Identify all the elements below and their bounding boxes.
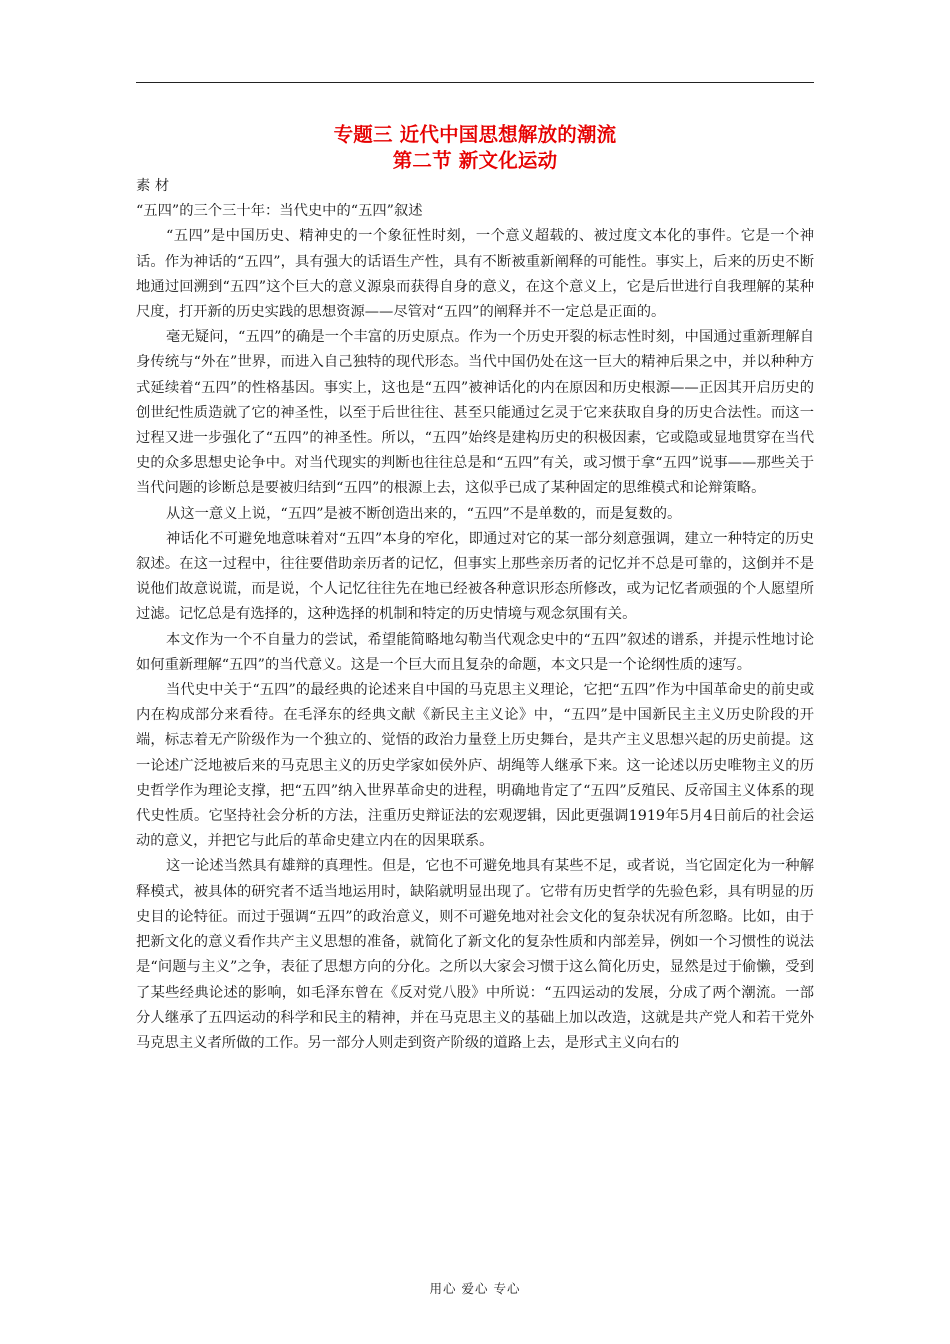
header-rule — [136, 82, 814, 83]
paragraph-3: 从这一意义上说，“五四”是被不断创造出来的，“五四”不是单数的，而是复数的。 — [166, 505, 682, 522]
article-title: “五四”的三个三十年：当代史中的“五四”叙述 — [136, 203, 423, 220]
section-title: 第二节 新文化运动 — [392, 149, 558, 172]
section-label: 素 材 — [136, 178, 170, 194]
paragraph-6: 当代史中关于“五四”的最经典的论述来自中国的马克思主义理论，它把“五四”作为中国革命史的前史或内在构成部分来看待。在毛泽东的经典文献《新民主主义论》中，“五四”是中国新民主主义历史阶段的开端，标志着无产阶级作为一个独立的、觉悟的政治力量登上历史舞台，是共产主义思想兴起的历史前提。这一论述广泛地被后来的马克思主义的历史学家如侯外庐、胡绳等人继承下来。这一论述以历史唯物主义的历史哲学作为理论支撑，把“五四”纳入世界革命史的进程，明确地肯定了“五四”反殖民、反帝国主义体系的现代史性质。它坚持社会分析的方法，注重历史辩证法的宏观逻辑，因此更强调1919年5月4日前后的社会运动的意义，并把它与此后的革命史建立内在的因果联系。 — [136, 682, 814, 850]
topic-title: 专题三 近代中国思想解放的潮流 — [333, 123, 617, 146]
paragraph-2: 毫无疑问，“五四”的确是一个丰富的历史原点。作为一个历史开裂的标志性时刻，中国通过重新理解自身传统与“外在”世界，而进入自己独特的现代形态。当代中国仍处在这一巨大的精神后果之中，并以种种方式延续着“五四”的性格基因。事实上，这也是“五四”被神话化的内在原因和历史根源——正因其开启历史的创世纪性质造就了它的神圣性，以至于后世往往、甚至只能通过乞灵于它来获取自身的历史合法性。而这一过程又进一步强化了“五四”的神圣性。所以，“五四”始终是建构历史的积极因素，它或隐或显地贯穿在当代史的众多思想史论争中。对当代现实的判断也往往总是和“五四”有关，或习惯于拿“五四”说事——那些关于当代问题的诊断总是要被归结到“五四”的根源上去，这似乎已成了某种固定的思维模式和论辩策略。 — [136, 329, 814, 497]
paragraph-4: 神话化不可避免地意味着对“五四”本身的窄化，即通过对它的某一部分刻意强调，建立一种特定的历史叙述。在这一过程中，往往要借助亲历者的记忆，但事实上那些亲历者的记忆并不总是可靠的，这倒并不是说他们故意说谎，而是说，个人记忆往往先在地已经被各种意识形态所修改，或为记忆者顽强的个人愿望所过滤。记忆总是有选择的，这种选择的机制和特定的历史情境与观念氛围有关。 — [136, 530, 814, 623]
page-footer: 用心 爱心 专心 — [429, 1281, 521, 1296]
paragraph-7: 这一论述当然具有雄辩的真理性。但是，它也不可避免地具有某些不足，或者说，当它固定化为一种解释模式，被具体的研究者不适当地运用时，缺陷就明显出现了。它带有历史哲学的先验色彩，具有明显的历史目的论特征。而过于强调“五四”的政治意义，则不可避免地对社会文化的复杂状况有所忽略。比如，由于把新文化的意义看作共产主义思想的准备，就简化了新文化的复杂性质和内部差异，例如一个习惯性的说法是“问题与主义”之争，表征了思想方向的分化。之所以大家会习惯于这么简化历史，显然是过于偷懒，受到了某些经典论述的影响，如毛泽东曾在《反对党八股》中所说：“五四运动的发展，分成了两个潮流。一部分人继承了五四运动的科学和民主的精神，并在马克思主义的基础上加以改造，这就是共产党人和若干党外马克思主义者所做的工作。另一部分人则走到资产阶级的道路上去，是形式主义向右的 — [136, 858, 814, 1051]
document-body — [136, 174, 814, 1056]
paragraph-5: 本文作为一个不自量力的尝试，希望能简略地勾勒当代观念史中的“五四”叙述的谱系，并提示性地讨论如何重新理解“五四”的当代意义。这是一个巨大而且复杂的命题，本文只是一个论纲性质的速写。 — [136, 631, 814, 673]
paragraph-1: “五四”是中国历史、精神史的一个象征性时刻，一个意义超载的、被过度文本化的事件。它是一个神话。作为神话的“五四”，具有强大的话语生产性，具有不断被重新阐释的可能性。事实上，后来的历史不断地通过回溯到“五四”这个巨大的意义源泉而获得自身的意义，在这个意义上，它是后世进行自我理解的某种尺度，打开新的历史实践的思想资源——尽管对“五四”的阐释并不一定总是正面的。 — [136, 228, 814, 321]
